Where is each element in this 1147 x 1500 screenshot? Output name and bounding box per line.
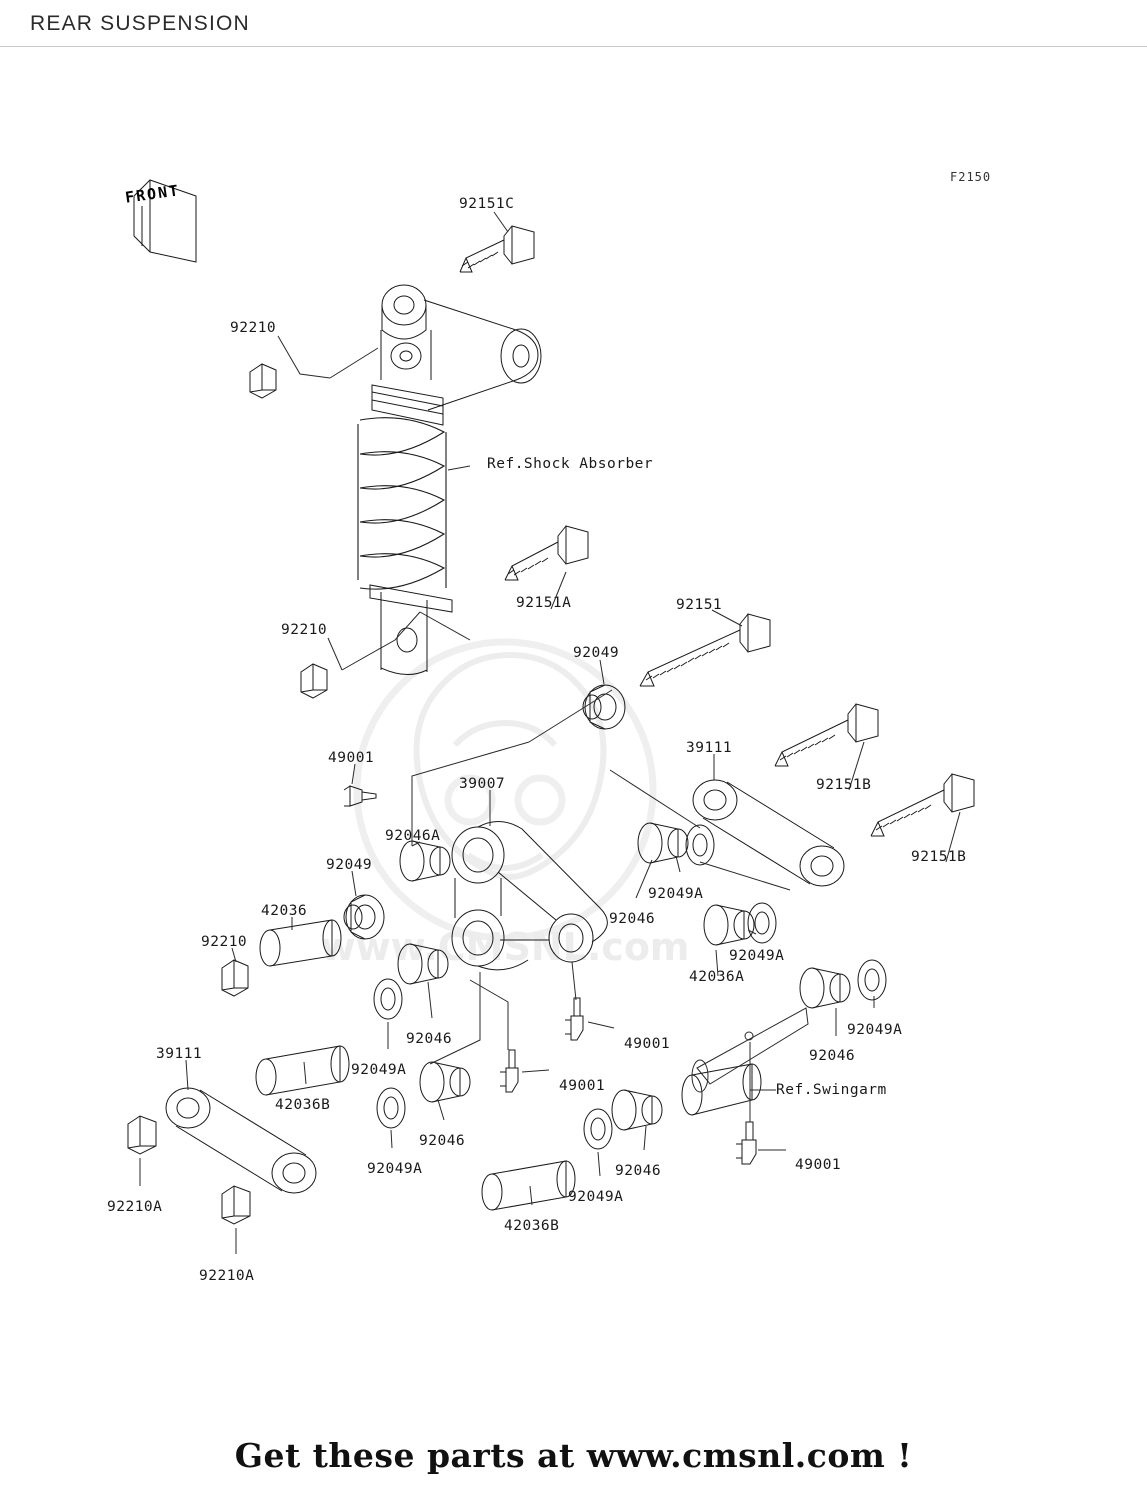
part-label-42036A: 42036A (689, 969, 745, 985)
part-label-92151A: 92151A (516, 595, 572, 611)
sleeve-42036A (682, 1064, 761, 1115)
front-label: FRONT (124, 181, 182, 207)
part-label-42036B-1: 42036B (275, 1097, 331, 1113)
part-label-42036: 42036 (261, 903, 308, 919)
part-label-92151C: 92151C (459, 196, 515, 212)
nut-92210A-b (222, 1186, 250, 1224)
nut-92210-third (222, 960, 248, 996)
svg-text:www.CMSNL.com: www.CMSNL.com (320, 925, 690, 969)
part-label-92046-4: 92046 (419, 1133, 466, 1149)
part-label-39111-1: 39111 (686, 740, 733, 756)
bearing-92049-upper (583, 685, 625, 729)
seal-92049A-a (686, 825, 714, 865)
part-label-92210-1: 92210 (230, 320, 277, 336)
bearing-92046-b (398, 944, 448, 984)
part-label-92049A-1: 92049A (648, 886, 704, 902)
bearing-92046-e (638, 823, 688, 863)
part-label-92049-1: 92049 (573, 645, 620, 661)
page-title: REAR SUSPENSION (30, 12, 250, 35)
sleeve-42036B-2 (482, 1161, 575, 1210)
part-label-92049A-6: 92049A (568, 1189, 624, 1205)
bearing-92049-left (344, 895, 384, 939)
part-label-92046-3: 92046 (809, 1048, 856, 1064)
part-label-92049A-2: 92049A (729, 948, 785, 964)
part-label-49001-1: 49001 (328, 750, 375, 766)
part-label-39111-2: 39111 (156, 1046, 203, 1062)
bearing-92046-g (800, 968, 850, 1008)
sleeve-42036 (260, 920, 341, 966)
seal-92049A-f (584, 1109, 612, 1149)
part-label-92151B-1: 92151B (816, 777, 872, 793)
part-label-92210A-1: 92210A (107, 1199, 163, 1215)
part-label-49001-4: 49001 (795, 1157, 842, 1173)
part-label-39007: 39007 (459, 776, 506, 792)
grease-fitting-49001-d (736, 1122, 756, 1164)
part-label-92049A-5: 92049A (367, 1161, 423, 1177)
footer-promo-text: Get these parts at www.cmsnl.com ! (234, 1436, 913, 1475)
bearing-92046-c (420, 1062, 470, 1102)
part-label-92049A-3: 92049A (847, 1022, 903, 1038)
seal-92049A-d (374, 979, 402, 1019)
part-label-49001-2: 49001 (624, 1036, 671, 1052)
bolt-92151B-lower (871, 774, 974, 836)
part-label-92049-2: 92049 (326, 857, 373, 873)
nut-92210-lower (301, 664, 327, 698)
seal-92049A-b (748, 903, 776, 943)
grease-fitting-49001-b (565, 998, 583, 1040)
bolt-92151C (460, 226, 534, 272)
grease-fitting-49001-a (344, 786, 376, 806)
nut-92210A-a (128, 1116, 156, 1154)
bearing-92046-d (612, 1090, 662, 1130)
part-label-92049A-4: 92049A (351, 1062, 407, 1078)
tie-rod-39111-upper (693, 780, 844, 886)
bolt-92151 (640, 614, 770, 686)
seal-92049A-c (858, 960, 886, 1000)
part-label-92046-2: 92046 (406, 1031, 453, 1047)
part-label-92046-1: 92046 (609, 911, 656, 927)
part-label-92046A: 92046A (385, 828, 441, 844)
part-label-92151B-2: 92151B (911, 849, 967, 865)
grease-fitting-49001-c (500, 1050, 518, 1092)
part-label-92046-5: 92046 (615, 1163, 662, 1179)
part-label-42036B-2: 42036B (504, 1218, 560, 1234)
part-label-92210A-2: 92210A (199, 1268, 255, 1284)
part-label-92210-2: 92210 (281, 622, 328, 638)
seal-92049A-e (377, 1088, 405, 1128)
bolt-92151A (505, 526, 588, 580)
part-label-49001-3: 49001 (559, 1078, 606, 1094)
ref-shock-absorber-label: Ref.Shock Absorber (487, 456, 654, 472)
ref-swingarm-label: Ref.Swingarm (776, 1082, 887, 1098)
ref-swingarm-outline (692, 1008, 808, 1092)
shock-absorber-body (358, 285, 541, 675)
diagram-code: F2150 (950, 170, 992, 184)
bearing-92046-f (704, 905, 754, 945)
part-label-92210-3: 92210 (201, 934, 248, 950)
nut-92210-upper (250, 364, 276, 398)
header-divider (0, 46, 1147, 47)
bolt-92151B-upper (775, 704, 878, 766)
bearing-92046A (400, 841, 450, 881)
part-label-92151: 92151 (676, 597, 723, 613)
sleeve-42036B-1 (256, 1046, 349, 1095)
rocker-arm-39007 (452, 821, 607, 969)
